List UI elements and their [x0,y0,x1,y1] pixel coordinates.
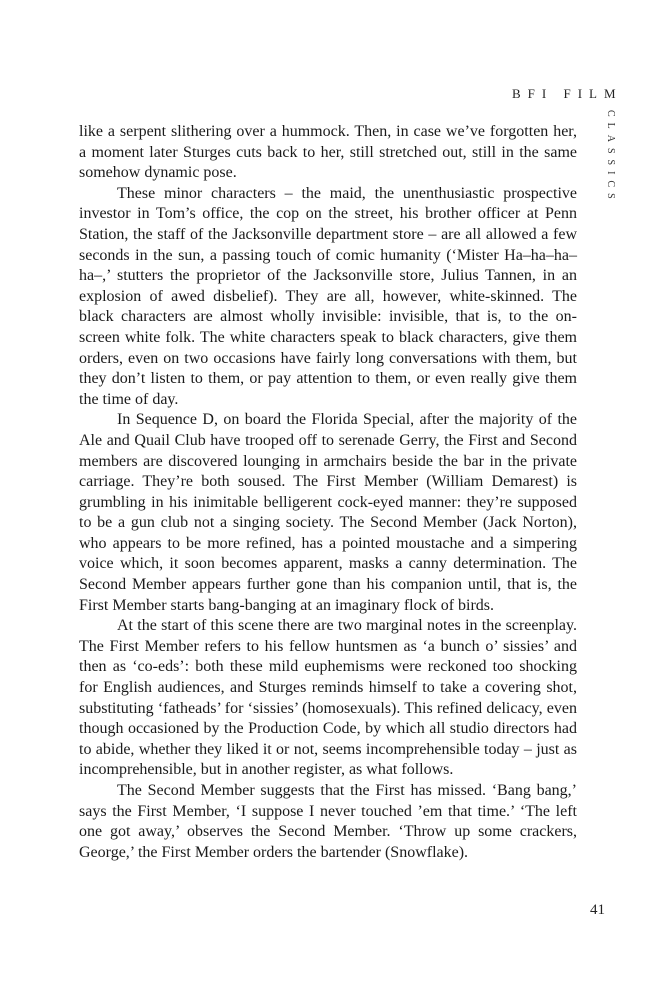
paragraph: like a serpent slithering over a hummock. Then, in case we’ve forgotten her, a moment later Sturges cuts back to her, still stretched out, still in the same somehow dynamic pose. [79,123,577,182]
body-text [79,122,577,863]
paragraph: These minor characters – the maid, the unenthusiastic prospective investor in Tom’s office, the cop on the street, his brother officer at Penn Station, the staff of the Jacksonville department store – are all allowed a few seconds in the sun, a passing touch of comic humanity (‘Mister Ha–ha–ha–ha–,’ stutters the proprietor of the Jacksonville store, Julius Tannen, in an explosion of awed disbelief). They are all, however, white-skinned. The black characters are almost wholly invisible: invisible, that is, to the on-screen white folk. The white characters speak to black characters, give them orders, even on two occasions have fairly long conversations with them, but they don’t listen to them, or pay attention to them, or even really give them the time of day. [79,184,577,408]
series-side-label: CLASSICS [605,110,616,205]
running-head: BFI FILM [512,86,623,101]
paragraph: The Second Member suggests that the First has missed. ‘Bang bang,’ says the First Member, ‘I suppose I never touched ’em that time.’ ‘The left one got away,’ observes the Second Member. ‘Throw up some crackers, George,’ the First Member orders the bartender (Snowflake). [79,782,577,861]
paragraph: At the start of this scene there are two marginal notes in the screenplay. The First Member refers to his fellow huntsmen as ‘a bunch o’ sissies’ and then as ‘co-eds’: both these mild euphemisms were reckoned too shocking for English audiences, and Sturges reminds himself to take a covering shot, substituting ‘fatheads’ for ‘sissies’ (homosexuals). This refined delicacy, even though occasioned by the Production Code, by which all studio directors had to abide, whether they liked it or not, seems incomprehensible today – just as incomprehensible, but in another register, as what follows. [79,617,577,779]
page-number: 41 [590,902,605,918]
paragraph: In Sequence D, on board the Florida Special, after the majority of the Ale and Quail Club have trooped off to serenade Gerry, the First and Second members are discovered lounging in armchairs beside the bar in the private carriage. They’re both soused. The First Member (William Demarest) is grumbling in his inimitable belligerent cock-eyed manner: they’re supposed to be a gun club not a singing society. The Second Member (Jack Norton), who appears to be more refined, has a pointed moustache and a simpering voice which, it soon becomes apparent, masks a canny determination. The Second Member appears further gone than his companion until, that is, the First Member starts bang-banging at an imaginary flock of birds. [79,411,577,614]
